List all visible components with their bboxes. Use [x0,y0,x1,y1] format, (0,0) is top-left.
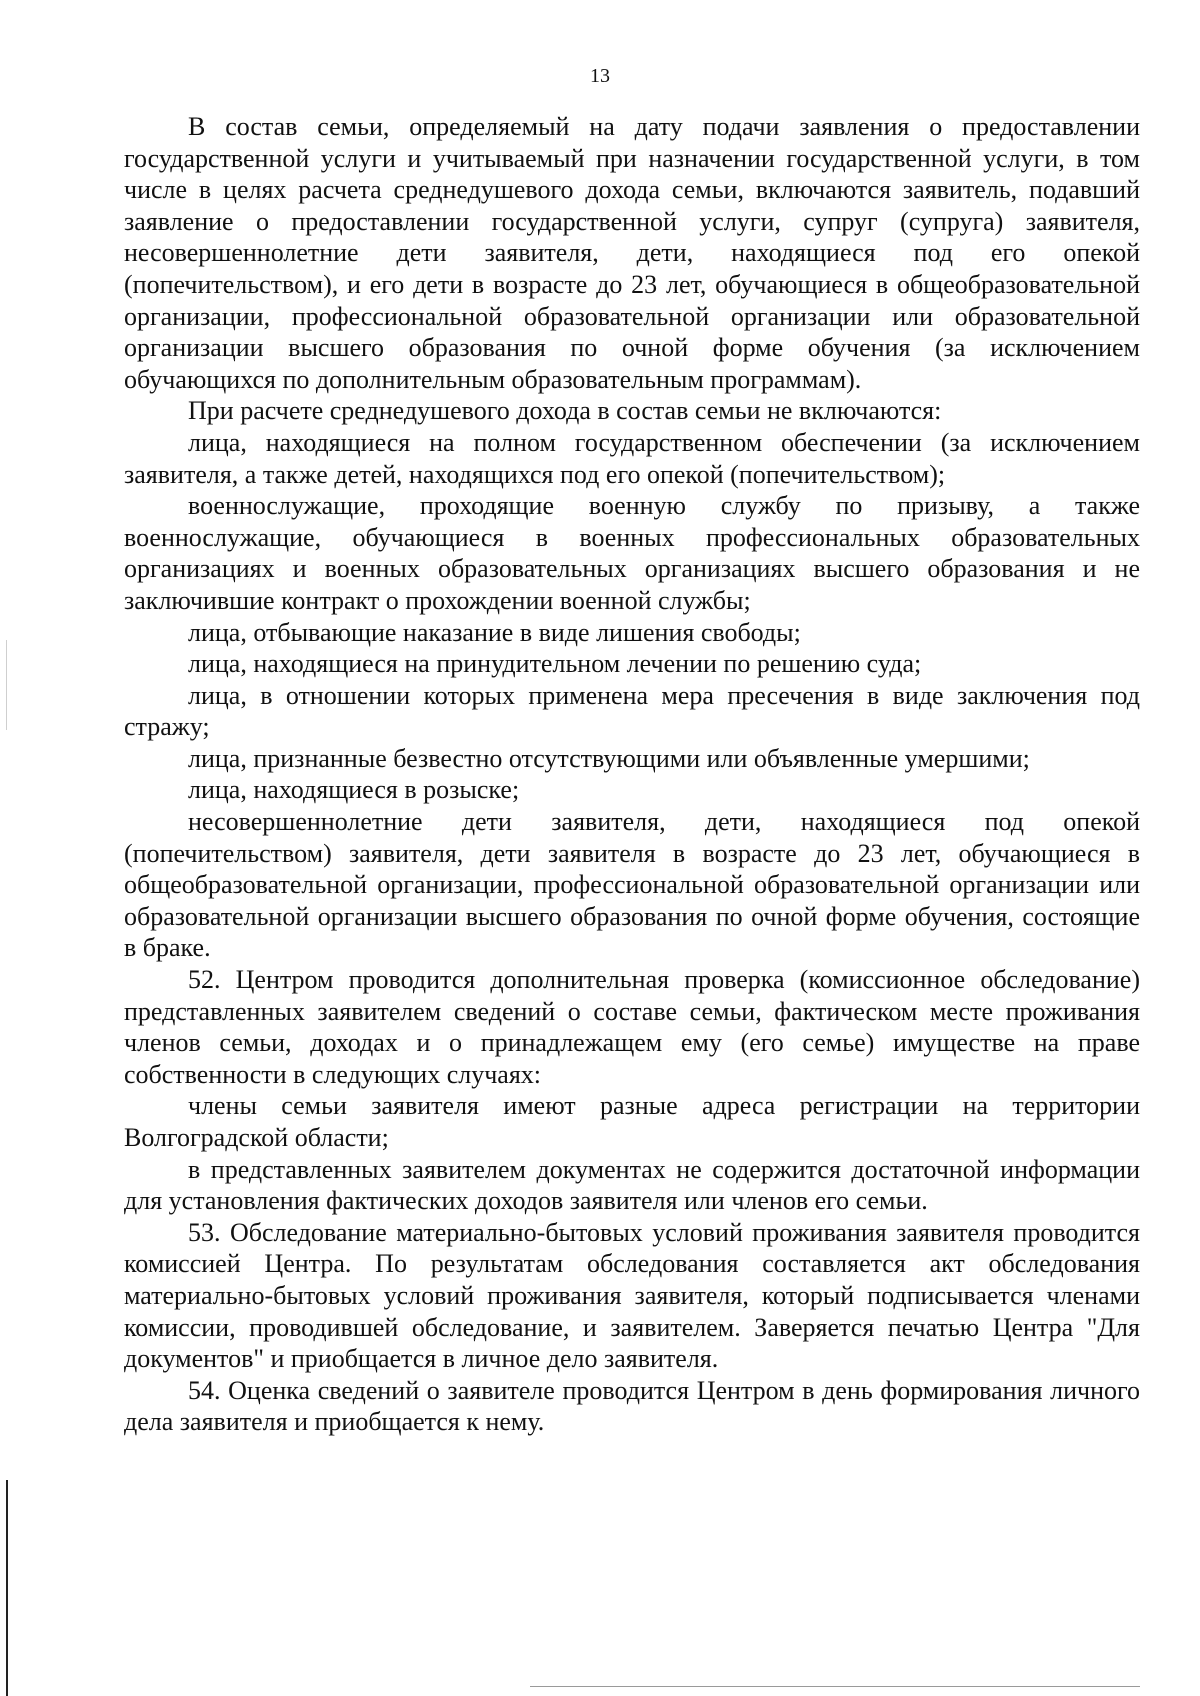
paragraph-compulsory-treatment: лица, находящиеся на принудительном лечении по решению суда; [188,649,922,679]
paragraph-married-minors: несовершеннолетние дети заявителя, дети, находящиеся под опекой (попечительством) заявителя, дети заявителя в возрасте до 23 лет, обучающиеся в общеобразовательной организации, профессиональной образовательной организации или образовательной организации высшего образования по очной форме обучения, состоящие в браке. [124,807,1140,963]
paragraph-insufficient-info: в представленных заявителем документах не содержится достаточной информации для установления фактических доходов заявителя или членов его семьи. [124,1154,1140,1216]
paragraph-wanted: лица, находящиеся в розыске; [188,775,520,805]
paragraph-item-52: 52. Центром проводится дополнительная проверка (комиссионное обследование) представленных заявителем сведений о составе семьи, фактическом месте проживания членов семьи, доходах и о принадлежащем ему (его семье) имуществе на праве собственности в следующих случаях: [124,965,1140,1089]
paragraph-item-54: 54. Оценка сведений о заявителе проводится Центром в день формирования личного дела заявителя и приобщается к нему. [124,1375,1140,1437]
page-number: 13 [590,65,610,87]
scan-bottom-rule [530,1686,1140,1687]
document-body [124,111,1140,1438]
paragraph-exclusions-intro: При расчете среднедушевого дохода в состав семьи не включаются: [188,396,942,426]
paragraph-item-53: 53. Обследование материально-бытовых условий проживания заявителя проводится комиссией Центра. По результатам обследования составляется акт обследования материально-бытовых условий проживания заявителя, который подписывается членами комиссии, проводившей обследование, и заявителем. Заверяется печатью Центра "Для документов" и приобщается в личное дело заявителя. [124,1217,1140,1374]
paragraph-military: военнослужащие, проходящие военную службу по призыву, а также военнослужащие, обучающиеся в военных профессиональных образовательных организациях и военных образовательных организациях высшего образования и не заключившие контракт о прохождении военной службы; [124,491,1140,615]
paragraph-different-addresses: члены семьи заявителя имеют разные адреса регистрации на территории Волгоградской области; [124,1091,1140,1152]
scan-edge-line [6,1480,8,1696]
paragraph-state-support: лица, находящиеся на полном государственном обеспечении (за исключением заявителя, а также детей, находящихся под его опекой (попечительством); [124,427,1140,489]
paragraph-imprisonment: лица, отбывающие наказание в виде лишения свободы; [188,617,801,647]
scan-edge-artifact [6,640,7,730]
paragraph-custody: лица, в отношении которых применена мера пресечения в виде заключения под стражу; [124,680,1140,742]
paragraph-family-composition: В состав семьи, определяемый на дату подачи заявления о предоставлении государственной услуги и учитываемый при назначении государственной услуги, в том числе в целях расчета среднедушевого дохода семьи, включаются заявитель, подавший заявление о предоставлении государственной услуги, супруг (супруга) заявителя, несовершеннолетние дети заявителя, дети, находящиеся под его опекой (попечительством), и его дети в возрасте до 23 лет, обучающиеся в общеобразовательной организации, профессиональной образовательной организации или образовательной организации высшего образования по очной форме обучения (за исключением обучающихся по дополнительным образовательным программам). [124,112,1140,394]
paragraph-missing-deceased: лица, признанные безвестно отсутствующими или объявленные умершими; [188,743,1030,773]
